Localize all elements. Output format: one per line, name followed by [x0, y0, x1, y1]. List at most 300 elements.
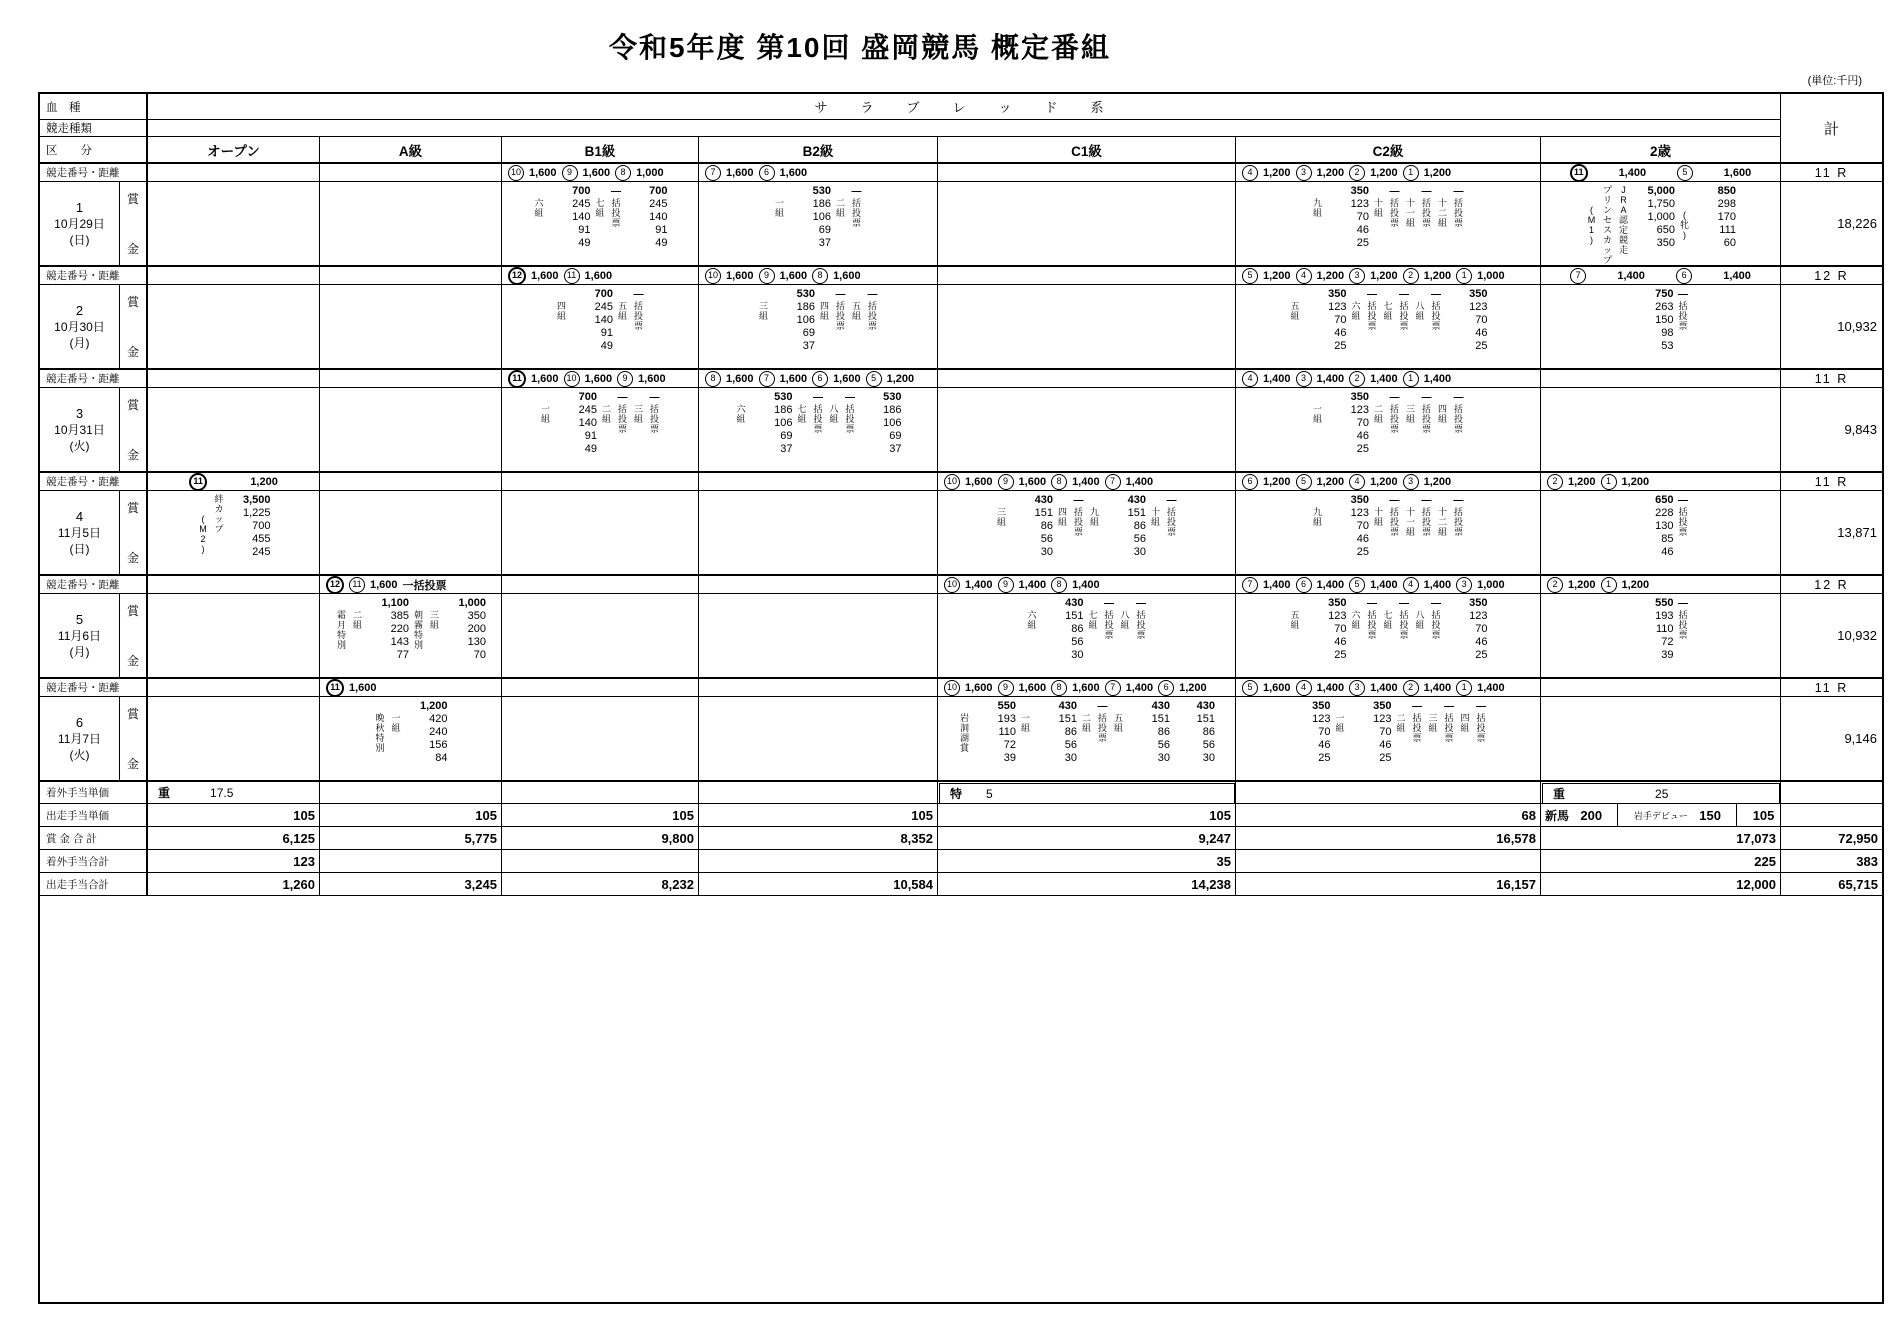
ditto-dash: —: [1431, 289, 1441, 300]
prize-amount: 46: [1356, 430, 1369, 442]
prize-amounts: [1446, 288, 1488, 368]
group-label: [335, 610, 348, 677]
footer-cell-y2-row4: 12,000: [1541, 873, 1781, 896]
label-char: 組: [1351, 311, 1361, 321]
prize-label-char: 賞: [126, 707, 139, 721]
day-date: 10月30日: [54, 319, 105, 334]
prize-amount: 193: [997, 713, 1016, 725]
label-char: 括: [611, 198, 621, 208]
footer-cell-c2-row0: [1236, 781, 1541, 804]
day-label-2: [40, 285, 120, 369]
label-char: 四: [1437, 404, 1447, 414]
prize-amount: 245: [572, 198, 591, 210]
ditto-dash: —: [649, 392, 660, 403]
race-numbers-c2-day3: [1236, 369, 1541, 388]
prize-cell-b1-day3: [502, 388, 699, 472]
prize-amount: 430: [1058, 700, 1077, 712]
group-label: [1311, 404, 1324, 471]
label-char: 投: [1389, 414, 1399, 424]
footer-text: 25: [1655, 786, 1669, 801]
label-char: 三: [758, 301, 768, 311]
prize-amount: 140: [594, 314, 613, 326]
footer-cell-c2-row1: 68: [1236, 804, 1541, 827]
day-label-3: [40, 388, 120, 472]
label-char: ッ: [1602, 245, 1612, 255]
prize-amounts: [1173, 700, 1215, 780]
prize-amounts: [1128, 700, 1170, 780]
race-distance: 1,400: [1125, 681, 1154, 694]
label-char: セ: [1602, 215, 1612, 225]
race-distance: 1,400: [1072, 475, 1100, 488]
ditto-dash: —: [1097, 701, 1108, 712]
prize-amounts: [1632, 597, 1674, 677]
footer-row-label: 出走手当単価: [40, 804, 148, 827]
circled-race-number: 3: [1296, 165, 1312, 181]
prize-amount: 350: [1469, 597, 1488, 609]
label-char: 二: [1437, 517, 1447, 527]
label-char: 票: [1476, 733, 1486, 743]
prize-amount: 49: [584, 443, 597, 455]
prize-amount: 430: [1196, 700, 1215, 712]
prize-amount: 70: [1356, 417, 1369, 429]
group-label: [1289, 301, 1302, 368]
prize-amount: 700: [649, 185, 668, 197]
prize-amount: 86: [1071, 623, 1084, 635]
prize-amount: 110: [998, 726, 1016, 738]
label-char: 組: [1396, 723, 1406, 733]
footer-text: 105: [1752, 807, 1775, 823]
race-numbers-a-day6: [320, 678, 502, 697]
circled-race-number: 10: [564, 371, 580, 387]
race-distance: 1,200: [1423, 269, 1452, 282]
prize-amount: 25: [1334, 340, 1347, 352]
circled-race-number: 4: [1349, 474, 1365, 490]
day-weekday: (火): [69, 747, 90, 762]
footer-row-label: 着外手当単価: [40, 781, 148, 804]
prize-amounts: [860, 391, 902, 471]
label-char: 括: [1678, 507, 1688, 517]
prize-cell-c1-day3: [938, 388, 1236, 472]
footer-cell-y2-row0: [1541, 781, 1781, 804]
prize-amount: 1,100: [381, 597, 409, 609]
prize-cell-c2-day1: [1236, 182, 1541, 266]
circled-race-number: 3: [1403, 474, 1419, 490]
label-char: 票: [1166, 527, 1176, 537]
prize-cell-open-day4: [148, 491, 320, 575]
label-char: 組: [1020, 723, 1030, 733]
label-char: 票: [1453, 218, 1463, 228]
race-numbers-a-day1: [320, 163, 502, 182]
label-char: ッ: [214, 514, 224, 524]
label-char: 票: [1412, 733, 1422, 743]
race-distance: 1,600: [531, 269, 559, 282]
day-date: 11月5日: [57, 525, 102, 540]
label-char: 一: [391, 713, 401, 723]
prize-amount: 245: [252, 546, 271, 558]
circled-race-number: 9: [759, 268, 775, 284]
prize-amount: 70: [1379, 726, 1392, 738]
group-label: [1601, 185, 1614, 265]
label-char: 五: [1113, 713, 1123, 723]
label-char: 特: [375, 733, 385, 743]
day-date: 11月7日: [57, 731, 102, 746]
label-char: プ: [1602, 255, 1612, 265]
footer-cell-b1-row0: [502, 781, 699, 804]
race-distance: 1,600: [370, 578, 398, 591]
day-total-day5: 10,932: [1781, 594, 1882, 678]
race-distance: 1,200: [1370, 269, 1398, 282]
circled-race-number: 11: [564, 268, 580, 284]
label-char: 投: [1166, 517, 1176, 527]
label-char: 四: [1057, 507, 1067, 517]
prize-amount: 85: [1661, 533, 1674, 545]
label-char: 特: [336, 630, 346, 640]
prize-amount: 1,750: [1647, 198, 1675, 210]
race-numbers-c2-day2: [1236, 266, 1541, 285]
prize-amount: 72: [1003, 739, 1016, 751]
ditto-dash: —: [1389, 186, 1400, 197]
label-char: 投: [633, 311, 643, 321]
prize-amount: 49: [655, 237, 668, 249]
race-distance: 1,200: [1568, 475, 1596, 488]
race-distance: 1,600: [1018, 681, 1047, 694]
prize-label-char: 金: [126, 757, 139, 771]
group-label: [1475, 700, 1488, 780]
group-label: [1080, 713, 1093, 780]
footer-cell-a-row0: [320, 781, 502, 804]
label-char: 組: [1088, 620, 1098, 630]
label-char: 組: [540, 414, 550, 424]
label-char: 投: [1399, 311, 1409, 321]
label-char: 2: [200, 534, 206, 544]
race-distance: 1,600: [1018, 475, 1047, 488]
label-char: 組: [996, 517, 1006, 527]
group-label: [1382, 610, 1395, 677]
footer-total-row3: 383: [1781, 850, 1882, 873]
group-label: [1087, 610, 1100, 677]
label-char: 一: [1312, 404, 1322, 414]
circled-race-number: 8: [812, 268, 828, 284]
prize-amount: 156: [429, 739, 448, 751]
label-char: 票: [1678, 630, 1688, 640]
circled-race-number: 9: [617, 371, 633, 387]
prize-amount: 46: [1334, 636, 1347, 648]
prize-amount: 39: [1003, 752, 1016, 764]
label-char: 票: [617, 424, 627, 434]
ditto-dash: —: [1389, 392, 1400, 403]
prize-amounts: [444, 597, 486, 677]
label-char: 投: [1367, 311, 1377, 321]
prize-amount: 60: [1723, 237, 1736, 249]
label-char: 走: [1618, 245, 1628, 255]
label-char: 組: [736, 414, 746, 424]
label-char: 七: [1383, 610, 1393, 620]
day-date: 10月31日: [54, 422, 105, 437]
label-char: 七: [595, 198, 605, 208]
race-distance: 1,400: [1370, 372, 1398, 385]
label-char: 投: [845, 414, 855, 424]
circled-race-number: 3: [1349, 680, 1365, 696]
label-char: 投: [1412, 723, 1422, 733]
race-distance: 1,200: [250, 475, 278, 488]
footer-text: 150: [1699, 807, 1721, 823]
label-char: 組: [1405, 414, 1415, 424]
label-char: 投: [1476, 723, 1486, 733]
label-char: 括: [1678, 610, 1688, 620]
circled-race-number: 3: [1456, 577, 1472, 593]
prize-amount: 140: [572, 211, 591, 223]
race-distance: 1,400: [1125, 475, 1154, 488]
footer-cell-c2-row3: [1236, 850, 1541, 873]
label-char: 括: [1421, 404, 1431, 414]
circled-race-number: 1: [1601, 474, 1617, 490]
group-label: [1388, 391, 1401, 471]
prize-amount: 550: [997, 700, 1016, 712]
prize-amounts: [751, 391, 793, 471]
group-label: [1411, 700, 1424, 780]
race-numbers-b2-day2: [699, 266, 938, 285]
circled-race-number: 4: [1296, 680, 1312, 696]
race-numbers-a-day2: [320, 266, 502, 285]
race-distance: 1,400: [1316, 578, 1345, 591]
label-char: 投: [1678, 311, 1688, 321]
label-char: 投: [1678, 620, 1688, 630]
group-label: [1056, 507, 1069, 574]
label-char: 四: [1460, 713, 1470, 723]
group-label: [1398, 288, 1411, 368]
group-label: [374, 713, 387, 780]
prize-amount: 106: [796, 314, 815, 326]
group-label: [648, 391, 661, 471]
prize-amount: 69: [780, 430, 793, 442]
label-char: 二: [601, 404, 611, 414]
race-no-row-label: 競走番号・距離: [40, 163, 148, 182]
label-char: 岩: [959, 713, 969, 723]
race-numbers-c2-day4: [1236, 472, 1541, 491]
prize-amount: 70: [1334, 314, 1347, 326]
prize-amounts: [1633, 185, 1675, 265]
prize-amounts: [1632, 494, 1674, 574]
label-char: 三: [1428, 713, 1438, 723]
prize-amount: 430: [1065, 597, 1084, 609]
prize-amount: 130: [1655, 520, 1674, 532]
race-distance: 1,400: [1477, 681, 1505, 694]
prize-amounts: [1632, 288, 1674, 368]
group-label: [610, 185, 623, 265]
circled-race-number: 1: [1403, 371, 1419, 387]
day-total-day4: 13,871: [1781, 491, 1882, 575]
circled-race-number: 7: [1105, 474, 1121, 490]
prize-amount: 170: [1717, 211, 1736, 223]
prize-label-char: 賞: [126, 295, 139, 309]
label-char: (: [201, 514, 205, 524]
label-char: 票: [1367, 630, 1377, 640]
race-numbers-a-day5: [320, 575, 502, 594]
label-char: 組: [1383, 311, 1393, 321]
label-char: 組: [1113, 723, 1123, 733]
group-label: [1404, 404, 1417, 471]
footer-row-label: 着外手当合計: [40, 850, 148, 873]
prize-amount: 46: [1356, 224, 1369, 236]
label-char: 四: [819, 301, 829, 311]
footer-cell-b1-row1: 105: [502, 804, 699, 827]
race-numbers-b1-day2: [502, 266, 699, 285]
circled-race-number: 8: [1051, 577, 1067, 593]
footer-cell-b1-row2: 9,800: [502, 827, 699, 850]
label-char: 括: [1097, 713, 1107, 723]
label-char: 括: [1389, 507, 1399, 517]
race-numbers-y2-day4: [1541, 472, 1781, 491]
footer-text: 岩手デビュー: [1633, 810, 1688, 821]
label-char: 八: [1415, 610, 1425, 620]
circled-race-number: 11: [326, 679, 344, 697]
group-label: [1350, 301, 1363, 368]
label-char: 票: [1678, 527, 1688, 537]
label-char: 投: [1399, 620, 1409, 630]
race-distance: 1,200: [1179, 681, 1207, 694]
label-char: 括: [1453, 198, 1463, 208]
prize-cell-b1-day4: [502, 491, 699, 575]
prize-amount: 140: [649, 211, 668, 223]
group-label: [1420, 494, 1433, 574]
label-char: 六: [1351, 610, 1361, 620]
prize-amount: 1,200: [419, 700, 448, 712]
label-char: 括: [845, 404, 855, 414]
race-numbers-c1-day5: [938, 575, 1236, 594]
race-distance: 1,600: [1072, 681, 1100, 694]
race-numbers-y2-day6: [1541, 678, 1781, 697]
prize-amounts: [773, 288, 815, 368]
prize-amount: 385: [390, 610, 409, 622]
unit-box: [1542, 783, 1780, 804]
circled-race-number: 11: [1570, 164, 1588, 182]
race-numbers-b2-day5: [699, 575, 938, 594]
label-char: 組: [352, 620, 362, 630]
race-numbers-y2-day5: [1541, 575, 1781, 594]
race-numbers-c2-day5: [1236, 575, 1541, 594]
label-char: 投: [1678, 517, 1688, 527]
label-char: 投: [611, 208, 621, 218]
label-char: 晩: [375, 713, 385, 723]
footer-cell-c1-row0: [938, 781, 1236, 804]
prize-amount: 53: [1661, 340, 1674, 352]
race-numbers-open-day4: [148, 472, 320, 491]
footer-text: 重: [1553, 787, 1566, 801]
label-char: 投: [1097, 723, 1107, 733]
race-distance: 1,200: [1621, 578, 1650, 591]
race-numbers-open-day6: [148, 678, 320, 697]
day-weekday: (月): [69, 335, 90, 350]
day-number: 2: [75, 302, 84, 318]
group-label: [1436, 198, 1449, 265]
prize-amount: 350: [1328, 597, 1347, 609]
label-char: 一: [540, 404, 550, 414]
label-char: 組: [1415, 311, 1425, 321]
prize-amount: 46: [1356, 533, 1369, 545]
prize-amount: 25: [1356, 546, 1369, 558]
footer-cell-c1-row3: 35: [938, 850, 1236, 873]
circled-race-number: 8: [705, 371, 721, 387]
prize-amount: 30: [1133, 546, 1146, 558]
circled-race-number: 2: [1349, 165, 1365, 181]
group-label: [1088, 507, 1101, 574]
footer-cell-b1-row4: 8,232: [502, 873, 699, 896]
label-char: 二: [352, 610, 362, 620]
prize-amount: 69: [802, 327, 815, 339]
prize-amount: 37: [889, 443, 902, 455]
circled-race-number: 6: [1158, 680, 1174, 696]
circled-race-number: 5: [1242, 680, 1258, 696]
ditto-dash: —: [1367, 289, 1377, 300]
prize-cell-a-day3: [320, 388, 502, 472]
label-char: 十: [1437, 507, 1447, 517]
race-numbers-a-day3: [320, 369, 502, 388]
prize-amounts: [1446, 597, 1488, 677]
races-count-day4: 11 R: [1781, 472, 1882, 491]
circled-race-number: 4: [1296, 268, 1312, 284]
footer-cell-open-row1: 105: [148, 804, 320, 827]
race-numbers-c2-day1: [1236, 163, 1541, 182]
prize-amount: 46: [1661, 546, 1674, 558]
label-char: 特: [413, 630, 423, 640]
schedule-table: [38, 92, 1884, 1304]
divider: [1736, 804, 1737, 826]
circled-race-number: 4: [1242, 165, 1258, 181]
prize-cell-c1-day1: [938, 182, 1236, 266]
prize-cell-c2-day6: [1236, 697, 1541, 781]
prize-amounts: [1327, 185, 1369, 265]
label-char: 投: [867, 311, 877, 321]
label-char: 三: [996, 507, 1006, 517]
circled-race-number: 7: [705, 165, 721, 181]
race-no-row-label: 競走番号・距離: [40, 678, 148, 697]
prize-amount: 37: [818, 237, 831, 249]
ditto-dash: —: [851, 186, 862, 197]
prize-amount: 151: [1034, 507, 1053, 519]
prize-amount: 123: [1350, 404, 1369, 416]
prize-amounts: [1042, 597, 1084, 677]
group-label: [757, 301, 770, 368]
prize-amount: 46: [1379, 739, 1392, 751]
label-char: 十: [1437, 198, 1447, 208]
prize-amount: 430: [1034, 494, 1053, 506]
group-label: [1420, 391, 1433, 471]
label-char: 六: [534, 198, 544, 208]
footer-row-label: 賞 金 合 計: [40, 827, 148, 850]
label-char: 四: [556, 301, 566, 311]
prize-amount: 30: [1071, 649, 1084, 661]
page-title: 令和5年度 第10回 盛岡競馬 概定番組: [608, 32, 1112, 63]
label-char: 括: [1444, 713, 1454, 723]
footer-cell-a-row2: 5,775: [320, 827, 502, 850]
label-char: 組: [1335, 723, 1345, 733]
footer-cell-open-row3: 123: [148, 850, 320, 873]
label-char: 投: [1367, 620, 1377, 630]
race-distance: 1,200: [1423, 475, 1452, 488]
race-distance: 1,600: [965, 475, 993, 488]
label-char: 組: [758, 311, 768, 321]
prize-amount: 186: [774, 404, 793, 416]
group-label: [1436, 507, 1449, 574]
race-distance: 1,200: [1423, 166, 1452, 179]
circled-race-number: 12: [508, 267, 526, 285]
prize-cell-b2-day5: [699, 594, 938, 678]
label-char: 組: [1373, 414, 1383, 424]
circled-race-number: 3: [1296, 371, 1312, 387]
race-distance: 1,400: [1618, 166, 1647, 179]
prize-amount: 350: [467, 610, 486, 622]
circled-race-number: 10: [944, 474, 960, 490]
